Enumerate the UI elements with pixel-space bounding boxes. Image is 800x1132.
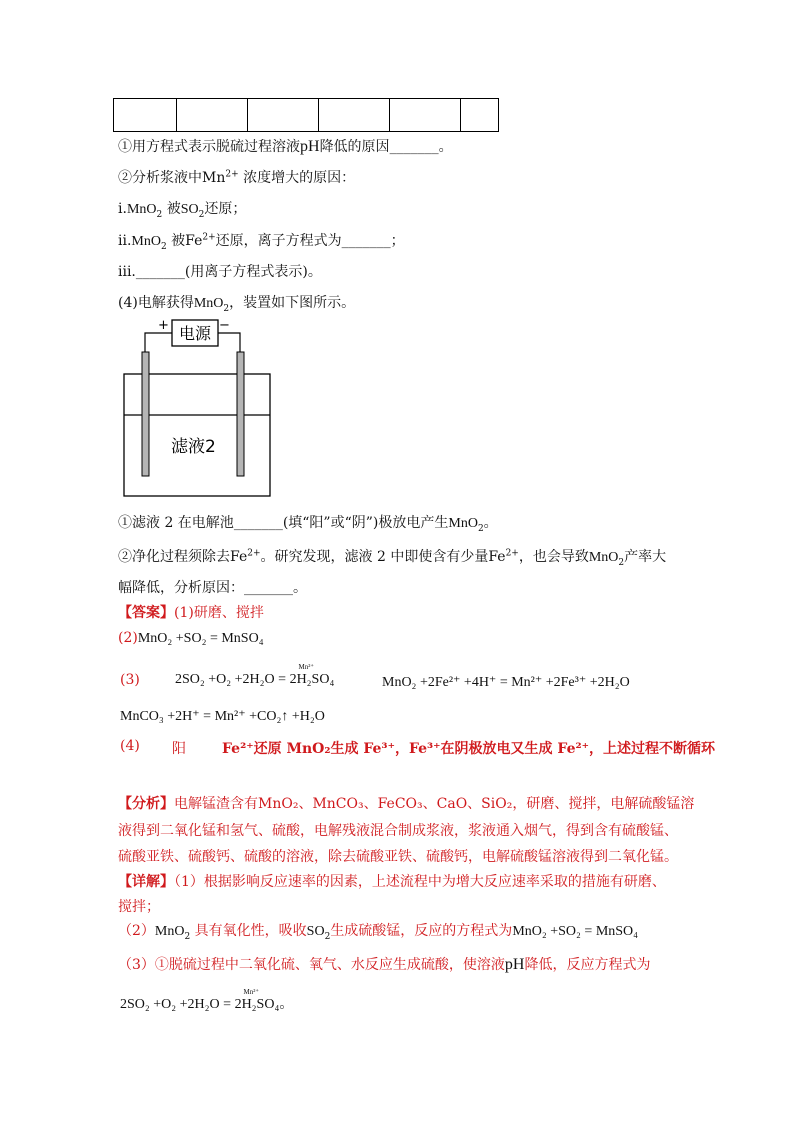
wire-right: [218, 333, 240, 352]
svg-text:电源: 电源: [178, 324, 212, 343]
wire-left: [145, 333, 172, 352]
table-cell: [390, 99, 461, 132]
analysis-line-1: 【分析】电解锰渣含有MnO₂、MnCO₃、FeCO₃、CaO、SiO₂，研磨、搅拌，电解硫酸锰溶: [118, 796, 695, 812]
table-cell: [248, 99, 319, 132]
data-table: [113, 98, 499, 132]
analysis-line-3: 硫酸亚铁、硫酸钙、硫酸的溶液，除去硫酸亚铁、硫酸钙，电解硫酸锰溶液得到二氧化锰。: [118, 849, 678, 865]
table-cell: [461, 99, 499, 132]
catalyst-label: Mn²⁺ = 2H₂SO₄: [278, 663, 335, 687]
answer-line-1: 【答案】(1)研磨、搅拌: [118, 605, 264, 621]
reason-ii: ii.MnO$_2$ 被$Fe^{2+}$还原，离子方程式为_______；: [118, 232, 405, 252]
reason-i: i.MnO$_2$ 被$SO_2$还原；: [118, 201, 247, 220]
reason-iii: iii._______(用离子方程式表示)。: [118, 264, 322, 280]
table-cell: [114, 99, 177, 132]
negative-terminal: −: [219, 318, 230, 333]
detail-line-3: （2）MnO$_2$ 具有氧化性，吸收$SO_2$生成硫酸锰，反应的方程式为MnO₂ +SO₂ = MnSO₄: [118, 923, 639, 942]
answer-3-eq-1: 2SO₂ +O₂ +2H₂O Mn²⁺ = 2H₂SO₄: [175, 663, 335, 687]
q4-heading: (4)电解获得MnO$_2$，装置如下图所示。: [118, 295, 356, 314]
detail-line-1: 【详解】（1）根据影响反应速率的因素，上述流程中为增大反应速率采取的措施有研磨、: [118, 874, 666, 890]
anode-electrode: [142, 352, 149, 476]
catalyst-label: Mn²⁺ = 2H₂SO₄: [223, 988, 280, 1012]
electrolysis-diagram: [118, 314, 278, 500]
answer-4-explanation: Fe²⁺还原 MnO₂生成 Fe³⁺，Fe³⁺在阴极放电又生成 Fe²⁺，上述过程不断循环: [222, 741, 716, 757]
q3-item-1: ①用方程式表示脱硫过程溶液pH降低的原因_______。: [118, 138, 453, 155]
answer-4-value: 阳: [172, 741, 186, 757]
detail-line-4: （3）①脱硫过程中二氧化硫、氧气、水反应生成硫酸，使溶液pH降低，反应方程式为: [118, 956, 651, 973]
q4-item-2: ②净化过程须除去$Fe^{2+}$。研究发现，滤液 2 中即使含有少量$Fe^{2+}$，也会导致MnO$_2$产率大: [118, 548, 667, 568]
answer-3-eq-3: MnCO₃ +2H⁺ = Mn²⁺ +CO₂↑ +H₂O: [120, 709, 325, 724]
answer-3-label: (3): [120, 672, 140, 688]
table-cell: [177, 99, 248, 132]
answer-line-2: (2)MnO₂ +SO₂ = MnSO₄: [118, 630, 264, 646]
q3-item-2: ②分析浆液中$Mn^{2+}$ 浓度增大的原因：: [118, 169, 356, 186]
solution-label: 滤液2: [171, 437, 216, 457]
q4-item-2-cont: 幅降低，分析原因：_______。: [118, 580, 307, 596]
detail-line-2: 搅拌；: [118, 899, 160, 915]
answer-4-label: (4): [120, 738, 140, 754]
positive-terminal: +: [158, 318, 169, 333]
analysis-line-2: 液得到二氧化锰和氢气、硫酸，电解残液混合制成浆液，浆液通入烟气，得到含有硫酸锰、: [118, 823, 678, 839]
table-cell: [319, 99, 390, 132]
detail-equation: 2SO₂ +O₂ +2H₂O Mn²⁺ = 2H₂SO₄。: [120, 988, 294, 1012]
q4-item-1: ①滤液 2 在电解池_______(填“阳”或“阴”)极放电产生MnO$_2$。: [118, 515, 498, 534]
cathode-electrode: [237, 352, 244, 476]
answer-3-eq-2: MnO₂ +2Fe²⁺ +4H⁺ = Mn²⁺ +2Fe³⁺ +2H₂O: [382, 675, 630, 690]
